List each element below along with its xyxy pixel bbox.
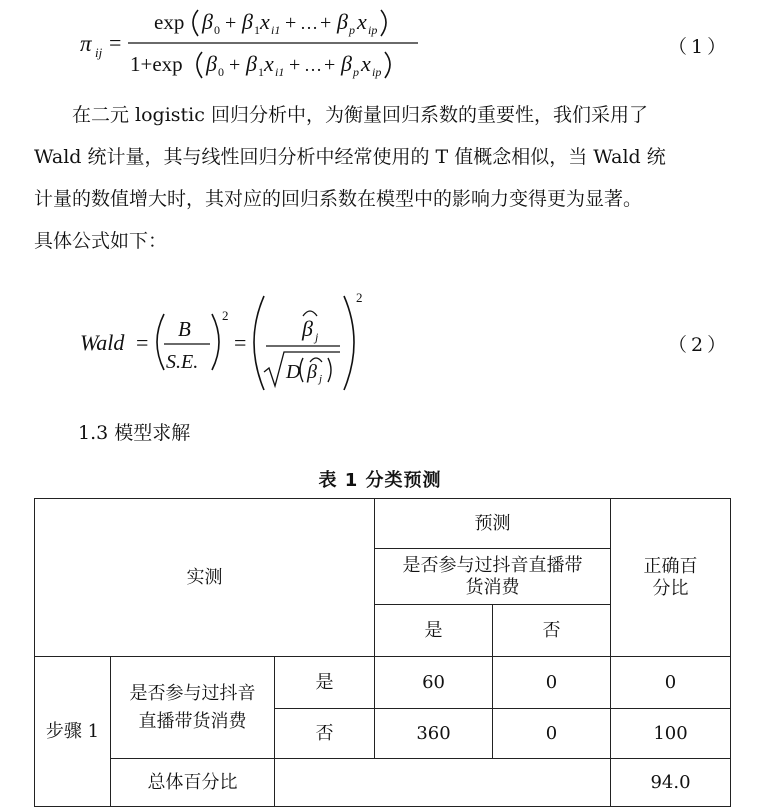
equals-2b: = xyxy=(234,330,247,355)
den-betap-sub: p xyxy=(353,65,359,79)
header-variable-text: 是否参与过抖音直播带货消费 xyxy=(402,554,583,598)
num-beta1-sub: 1 xyxy=(254,23,260,37)
b-symbol: B xyxy=(178,317,191,341)
equation-2-number: （2） xyxy=(668,334,731,356)
equation-2 xyxy=(78,284,378,396)
den-plus-2: + xyxy=(289,54,301,76)
overall-empty xyxy=(275,759,611,807)
cell-no-yes: 360 xyxy=(375,709,493,759)
beta-hat-den-sub: j xyxy=(319,373,323,385)
header-observed: 实测 xyxy=(35,499,375,657)
table-caption: 表 1 分类预测 xyxy=(318,470,442,491)
equals-2a: = xyxy=(136,330,149,355)
den-beta1: β xyxy=(246,51,257,76)
den-plus-1: + xyxy=(229,54,241,76)
den-beta1-sub: 1 xyxy=(258,65,264,79)
num-plus-2: + xyxy=(285,12,297,34)
num-beta1: β xyxy=(242,9,253,34)
row-variable xyxy=(111,657,275,759)
pi-symbol: π xyxy=(80,31,92,56)
row-no-label: 否 xyxy=(275,709,375,759)
big-left-paren xyxy=(254,296,264,390)
den-exp: 1+exp xyxy=(130,52,183,76)
d-symbol: D xyxy=(286,361,301,383)
pi-subscript: ij xyxy=(95,45,103,60)
body-paragraph xyxy=(34,94,734,262)
row-variable-text: 是否参与过抖音直播带货消费 xyxy=(129,682,256,732)
d-right-paren xyxy=(328,358,331,382)
num-left-paren xyxy=(193,10,198,36)
num-right-paren xyxy=(381,10,386,36)
cell-no-no: 0 xyxy=(493,709,611,759)
den-xp-sub: ip xyxy=(372,65,382,79)
se-power: 2 xyxy=(222,308,229,323)
num-xp-sub: ip xyxy=(368,23,378,37)
header-row-1 xyxy=(35,499,731,549)
den-betap: β xyxy=(341,51,352,76)
se-left-paren xyxy=(157,314,164,370)
den-beta0: β xyxy=(206,51,217,76)
num-xp: x xyxy=(357,9,367,34)
header-no: 否 xyxy=(493,605,611,657)
se-symbol: S.E. xyxy=(166,351,199,373)
beta-hat-den: β xyxy=(307,361,317,383)
cell-yes-yes: 60 xyxy=(375,657,493,709)
equation-1-svg xyxy=(80,0,420,80)
num-plus-3: + xyxy=(320,12,332,34)
big-power: 2 xyxy=(356,290,363,305)
num-x1-sub: i1 xyxy=(271,23,281,37)
paragraph-line-1: 在二元 logistic 回归分析中，为衡量回归系数的重要性，我们采用了 xyxy=(72,104,648,126)
num-beta0: β xyxy=(202,9,213,34)
den-x1-sub: i1 xyxy=(275,65,285,79)
den-beta0-sub: 0 xyxy=(218,65,224,79)
equation-2-svg xyxy=(78,284,378,396)
den-ellipsis: … xyxy=(304,55,322,75)
header-correct-percent xyxy=(611,499,731,657)
den-plus-3: + xyxy=(324,54,336,76)
den-right-paren xyxy=(385,52,390,78)
paragraph-line-4: 具体公式如下： xyxy=(34,230,168,252)
num-x1: x xyxy=(260,9,270,34)
big-right-paren xyxy=(344,296,354,390)
paragraph-line-3: 计量的数值增大时，其对应的回归系数在模型中的影响力变得更为显著。 xyxy=(34,188,643,210)
beta-hat-num-sub: j xyxy=(315,330,319,344)
cell-yes-percent: 0 xyxy=(611,657,731,709)
cell-no-percent: 100 xyxy=(611,709,731,759)
equation-1 xyxy=(80,0,420,80)
num-ellipsis: … xyxy=(300,13,318,33)
header-predicted: 预测 xyxy=(375,499,611,549)
wald-label: Wald xyxy=(80,330,125,355)
beta-hat-num: β xyxy=(302,316,313,341)
paragraph-line-2: Wald 统计量，其与线性回归分析中经常使用的 T 值概念相似，当 Wald 统 xyxy=(34,146,666,168)
subsection-heading: 1.3 模型求解 xyxy=(78,422,191,444)
table-row xyxy=(35,759,731,807)
overall-percent: 94.0 xyxy=(611,759,731,807)
equals-1: = xyxy=(109,30,122,55)
num-betap: β xyxy=(337,9,348,34)
num-plus-1: + xyxy=(225,12,237,34)
cell-yes-no: 0 xyxy=(493,657,611,709)
header-variable xyxy=(375,549,611,605)
den-left-paren xyxy=(197,52,202,78)
step-label: 步骤 1 xyxy=(35,657,111,807)
se-right-paren xyxy=(212,314,219,370)
num-betap-sub: p xyxy=(349,23,355,37)
den-xp: x xyxy=(361,51,371,76)
num-beta0-sub: 0 xyxy=(214,23,220,37)
equation-1-number: （1） xyxy=(668,36,731,58)
overall-label: 总体百分比 xyxy=(111,759,275,807)
row-yes-label: 是 xyxy=(275,657,375,709)
den-x1: x xyxy=(264,51,274,76)
header-correct-text: 正确百分比 xyxy=(643,555,698,599)
table-row xyxy=(35,657,731,709)
num-exp: exp xyxy=(154,10,185,34)
classification-table xyxy=(34,498,731,807)
header-yes: 是 xyxy=(375,605,493,657)
